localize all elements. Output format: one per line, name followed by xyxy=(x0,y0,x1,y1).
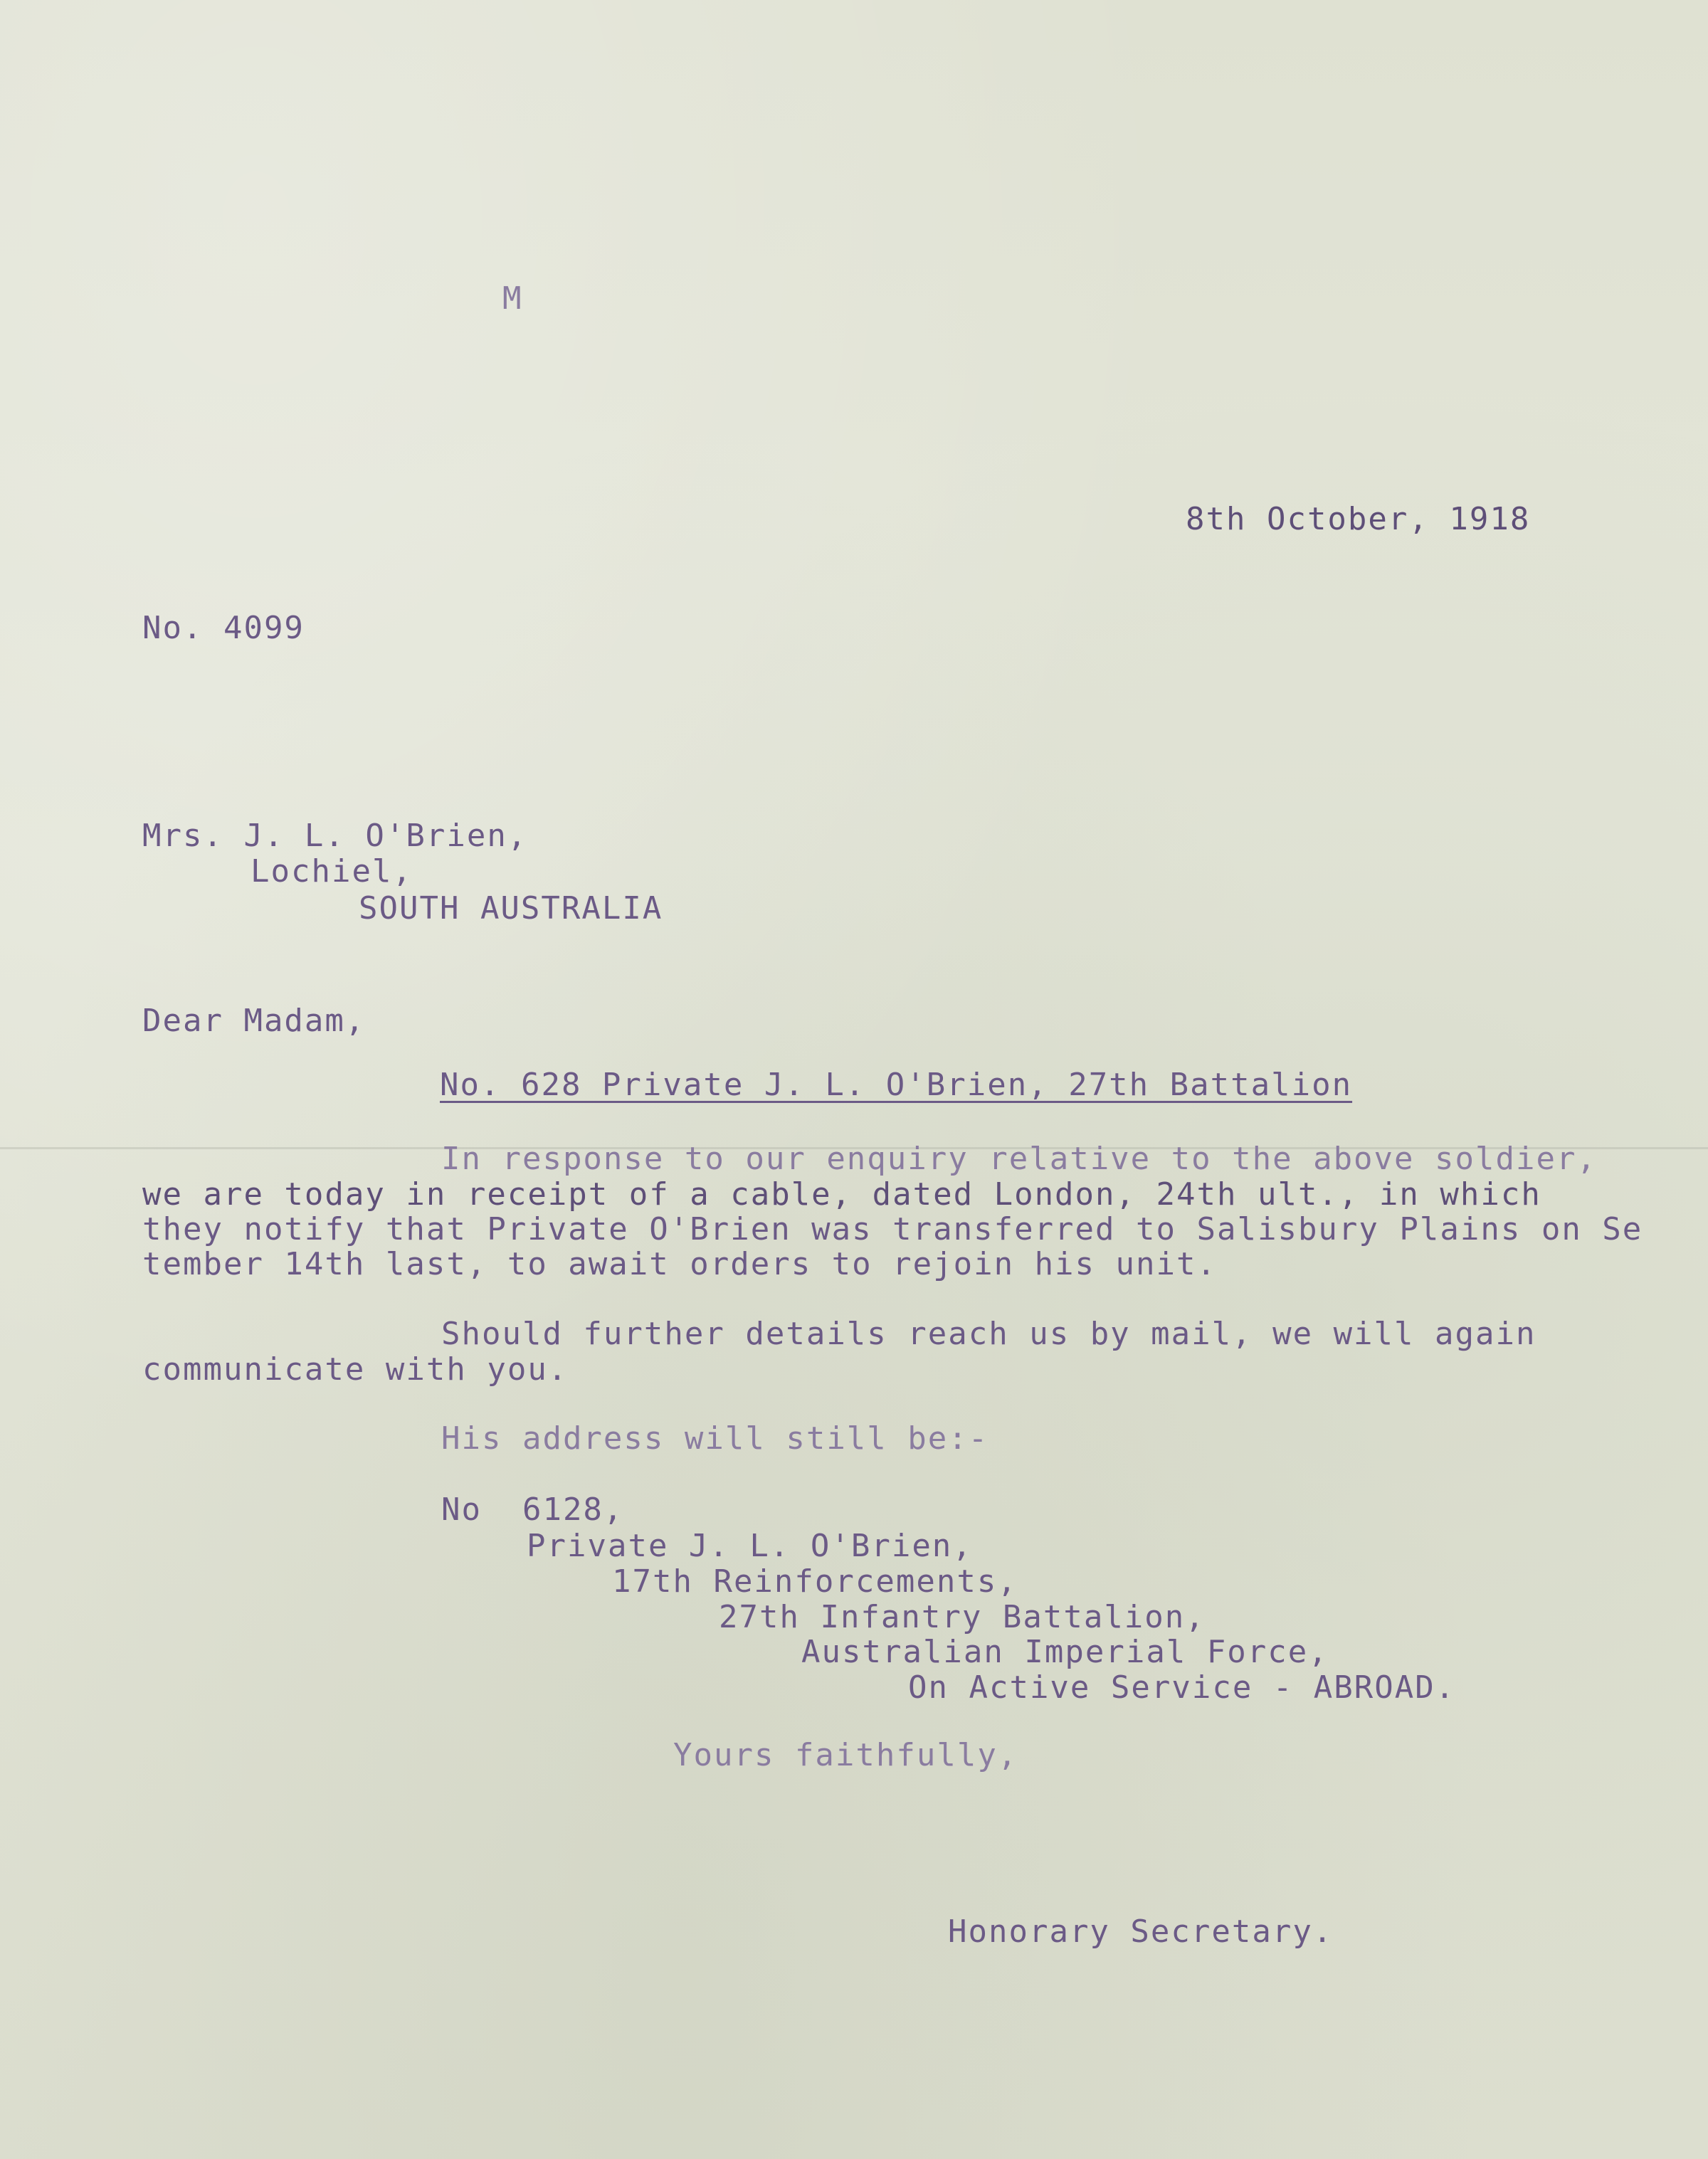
paragraph1-line2: we are today in receipt of a cable, dated London, 24th ult., in which xyxy=(142,1176,1541,1213)
signature-title: Honorary Secretary. xyxy=(948,1913,1334,1950)
address-intro: His address will still be:- xyxy=(441,1420,989,1457)
letter-date: 8th October, 1918 xyxy=(1186,501,1531,537)
paragraph2-line2: communicate with you. xyxy=(142,1351,569,1388)
recipient-name: Mrs. J. L. O'Brien, xyxy=(142,818,528,854)
paragraph1-line4: tember 14th last, to await orders to rejoin his unit. xyxy=(142,1246,1217,1282)
paragraph1-line3: they notify that Private O'Brien was transferred to Salisbury Plains on Se xyxy=(142,1211,1643,1247)
paragraph1-line1: In response to our enquiry relative to the above soldier, xyxy=(441,1141,1597,1177)
address-line2: Private J. L. O'Brien, xyxy=(527,1528,973,1564)
subject-line: No. 628 Private J. L. O'Brien, 27th Battalion xyxy=(440,1067,1353,1103)
recipient-state: SOUTH AUSTRALIA xyxy=(359,890,663,927)
address-line6: On Active Service - ABROAD. xyxy=(908,1669,1456,1706)
address-line4: 27th Infantry Battalion, xyxy=(719,1599,1206,1635)
salutation: Dear Madam, xyxy=(142,1003,366,1039)
address-line1: No 6128, xyxy=(441,1492,624,1528)
paragraph2-line1: Should further details reach us by mail, we will again xyxy=(441,1316,1536,1352)
file-mark: M xyxy=(502,280,523,317)
address-line5: Australian Imperial Force, xyxy=(801,1634,1329,1670)
address-line3: 17th Reinforcements, xyxy=(612,1563,1018,1600)
closing: Yours faithfully, xyxy=(673,1737,1018,1773)
recipient-town: Lochiel, xyxy=(251,853,413,890)
reference-number: No. 4099 xyxy=(142,610,305,646)
